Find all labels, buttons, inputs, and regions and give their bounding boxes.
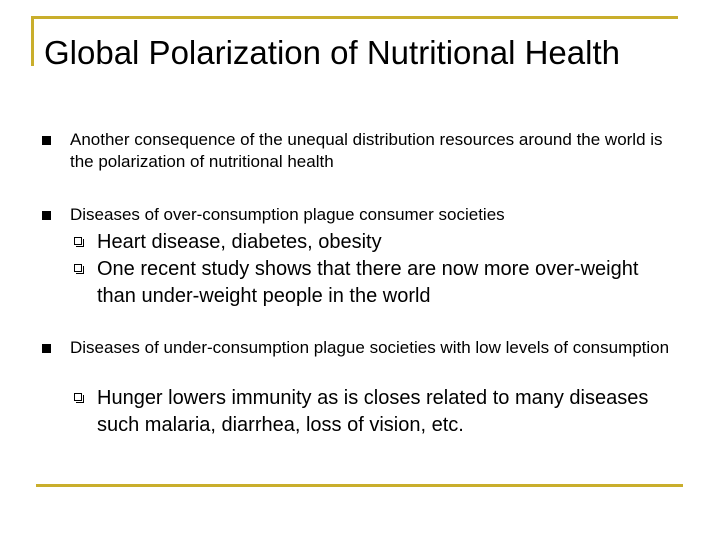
sub-bullet-text: Hunger lowers immunity as is closes related to many diseases such malaria, diarrhea, loss of vision, etc.	[97, 387, 649, 436]
sub-bullet-text: Heart disease, diabetes, obesity	[97, 231, 382, 253]
hollow-square-bullet-icon	[74, 264, 82, 272]
square-bullet-icon	[42, 211, 51, 220]
bullet-text: Another consequence of the unequal distribution resources around the world is the polarization of nutritional health	[70, 130, 663, 171]
bullet-text: Diseases of under-consumption plague societies with low levels of consumption	[70, 338, 670, 357]
sub-bullet-item	[97, 229, 677, 256]
slide-title: Global Polarization of Nutritional Health	[44, 34, 620, 71]
bullet-item	[70, 204, 670, 226]
sub-bullet-item	[97, 385, 677, 439]
hollow-square-bullet-icon	[74, 393, 82, 401]
footer-rule	[36, 484, 683, 487]
square-bullet-icon	[42, 344, 51, 353]
sub-bullet-item	[97, 256, 677, 310]
sub-bullet-text: One recent study shows that there are now more over-weight than under-weight people in the world	[97, 258, 639, 307]
hollow-square-bullet-icon	[74, 237, 82, 245]
bullet-text: Diseases of over-consumption plague consumer societies	[70, 205, 505, 224]
square-bullet-icon	[42, 136, 51, 145]
bullet-item	[70, 129, 670, 173]
bullet-item	[70, 337, 670, 359]
